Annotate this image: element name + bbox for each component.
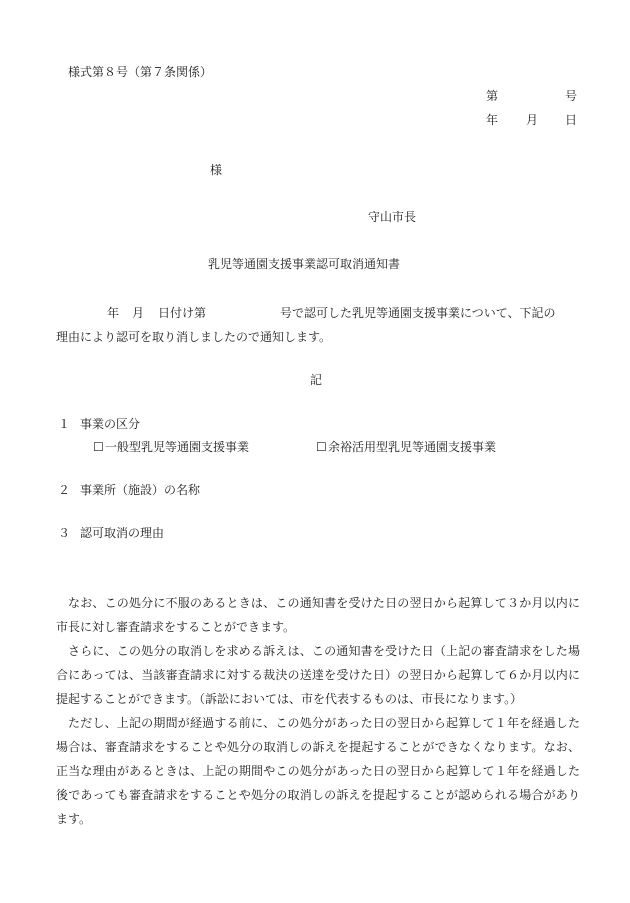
- addressee-suffix: 様: [210, 163, 223, 177]
- doc-number-prefix: 第: [486, 89, 499, 103]
- notice-paragraph: ただし、上記の期間が経過する前に、この処分があった日の翌日から起算して１年を経過した場合は、審査請求をすることや処分の取消しの訴えを提起することができなくなります。なお、正当な理由があるときは、上記の期間やこの処分があった日の翌日から起算して１年を経過した後であっても審査請求をすることや処分の取消しの訴えを提起することが認められる場合があります。: [56, 716, 580, 826]
- body-line1-rest: 号で認可した乳児等通園支援事業について、下記の: [280, 306, 556, 320]
- option-label: 一般型乳児等通園支援事業: [105, 440, 250, 454]
- notice-paragraph: さらに、この処分の取消しを求める訴えは、この通知書を受けた日（上記の審査請求をした場合にあっては、当該審査請求に対する裁決の送達を受けた日）の翌日から起算して６か月以内に提起することができます。（訴訟においては、市を代表するものは、市長になります。）: [56, 644, 580, 706]
- doc-number-suffix: 号: [565, 89, 578, 103]
- body-line2: 理由により認可を取り消しましたので通知します。: [56, 330, 332, 344]
- date-month: 月: [526, 113, 539, 127]
- item-number: ３: [58, 526, 71, 540]
- document-title: 乳児等通園支援事業認可取消通知書: [208, 257, 401, 271]
- ki-heading: 記: [310, 373, 323, 387]
- date-day: 日: [565, 113, 578, 127]
- option-label: 余裕活用型乳児等通園支援事業: [328, 440, 497, 454]
- notice-section: [56, 591, 580, 831]
- item-label: 認可取消の理由: [80, 526, 165, 540]
- checkbox[interactable]: ☐: [93, 440, 104, 454]
- item-label: 事業の区分: [80, 417, 141, 431]
- notice-paragraph: なお、この処分に不服のあるときは、この通知書を受けた日の翌日から起算して３か月以内に市長に対し審査請求をすることができます。: [56, 596, 580, 634]
- date-year: 年: [486, 113, 499, 127]
- body-date-day-prefix: 日付け第: [158, 306, 207, 320]
- body-date-month: 月: [132, 306, 145, 320]
- form-label: 様式第８号（第７条関係）: [68, 65, 213, 79]
- item-number: １: [58, 417, 71, 431]
- checkbox[interactable]: ☐: [316, 440, 327, 454]
- body-date-year: 年: [107, 306, 120, 320]
- item-label: 事業所（施設）の名称: [80, 483, 201, 497]
- issuer: 守山市長: [368, 210, 417, 224]
- item-number: ２: [58, 483, 71, 497]
